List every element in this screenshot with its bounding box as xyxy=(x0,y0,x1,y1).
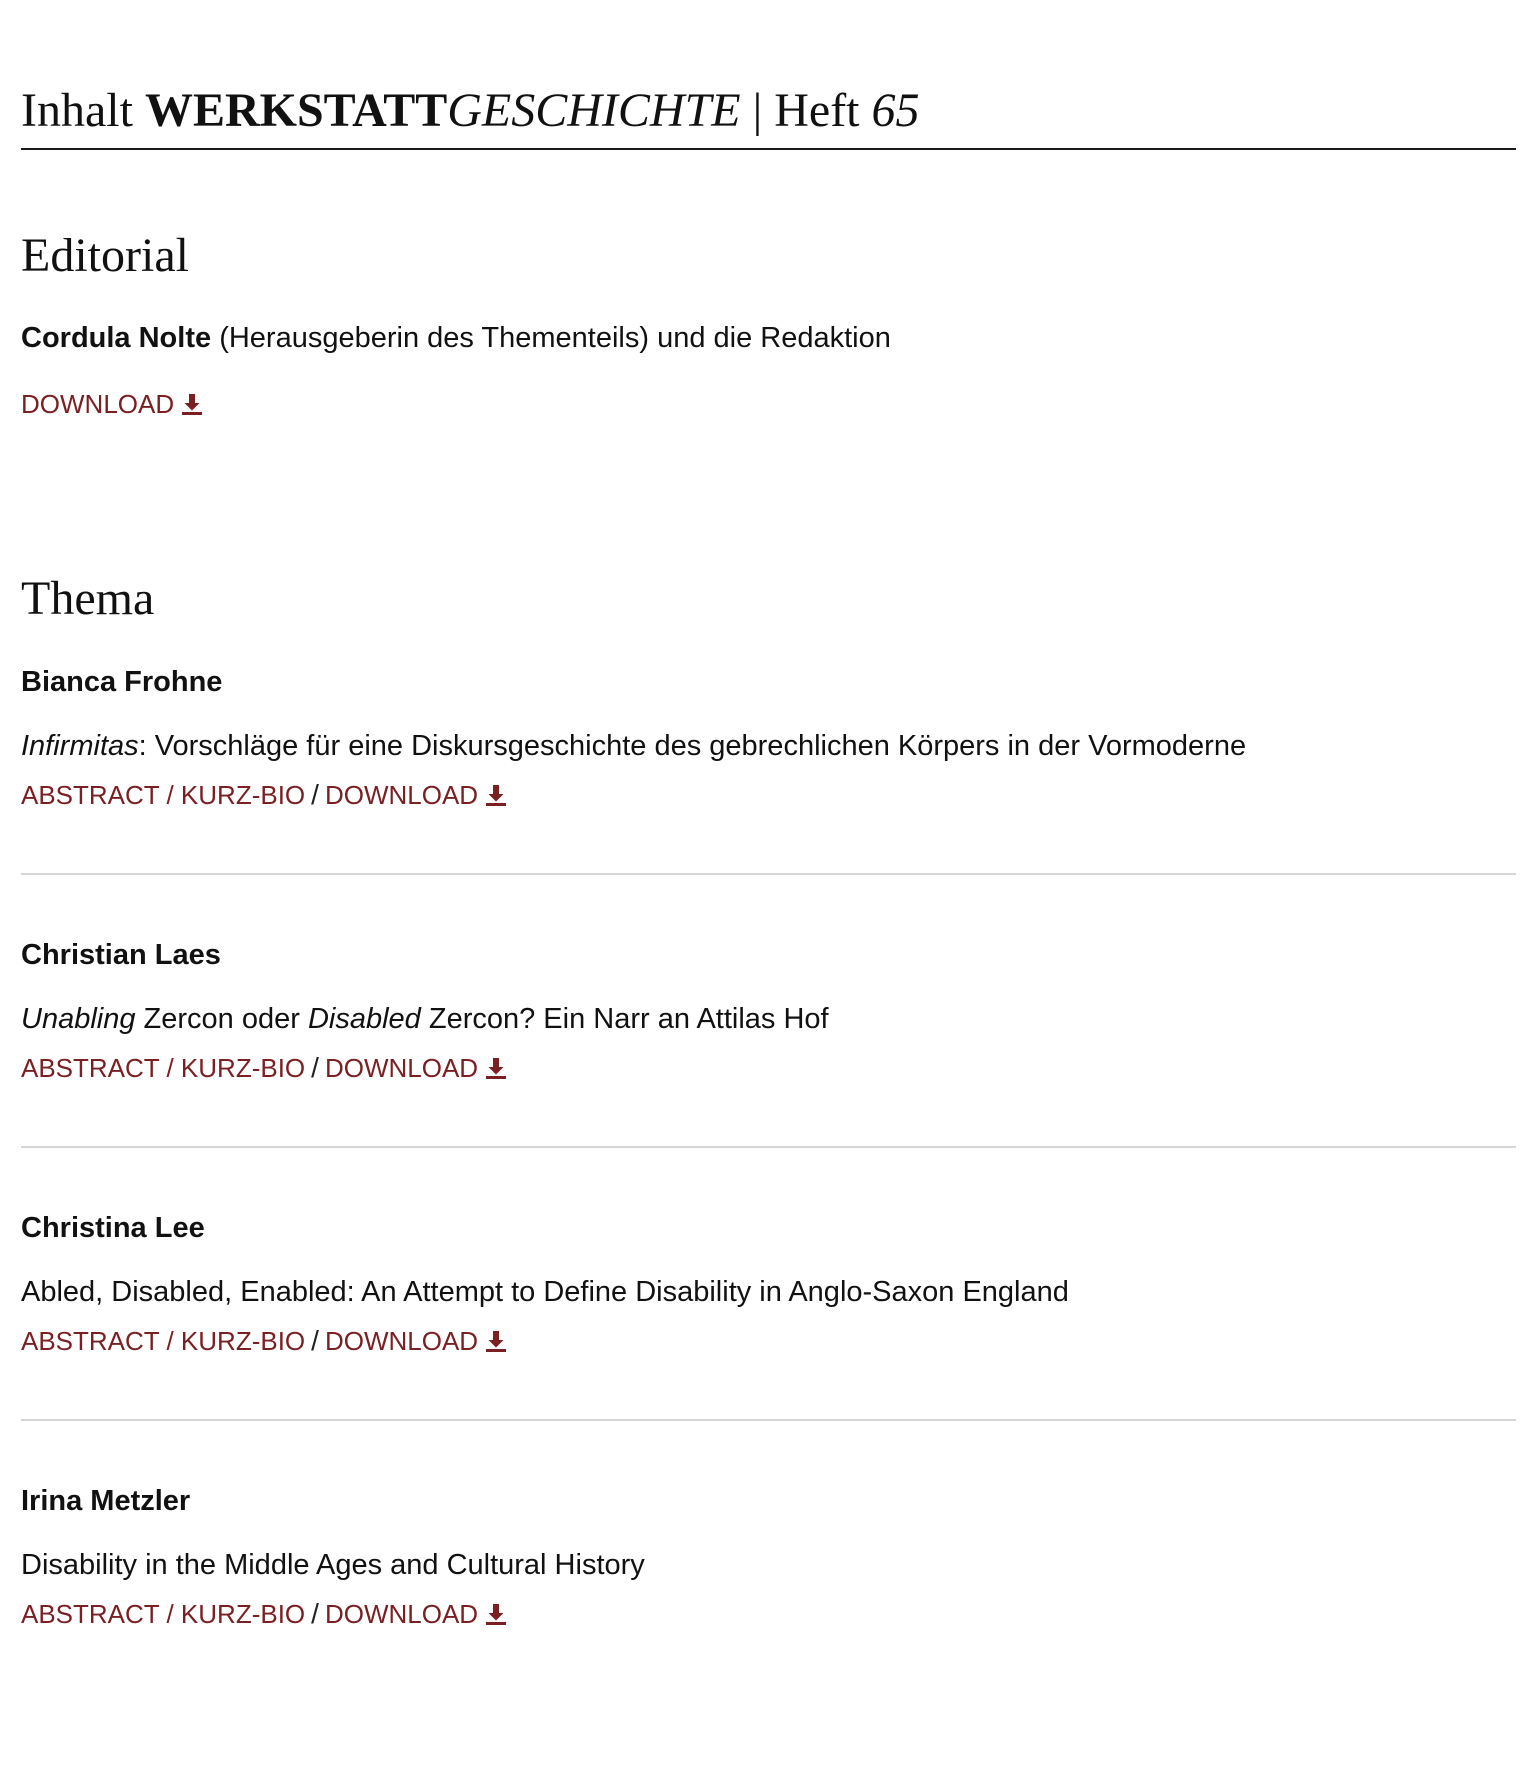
download-label: DOWNLOAD xyxy=(324,780,479,810)
download-label: DOWNLOAD xyxy=(21,389,175,419)
download-link[interactable] xyxy=(325,780,507,810)
section-heading-editorial: Editorial xyxy=(21,229,189,282)
separator: / xyxy=(311,779,319,810)
link-separator: / xyxy=(166,1599,174,1629)
download-icon xyxy=(485,1056,507,1080)
article-links xyxy=(21,1050,507,1086)
download-link[interactable] xyxy=(325,1326,507,1356)
article-links xyxy=(21,1596,507,1632)
kurz-bio-link[interactable]: KURZ-BIO xyxy=(180,1053,306,1083)
download-icon xyxy=(181,392,203,416)
article-title-italic: Unabling xyxy=(21,1003,136,1035)
abstract-link[interactable]: ABSTRACT xyxy=(21,1053,160,1083)
separator: / xyxy=(311,1325,319,1356)
editorial-author-note: (Herausgeberin des Thementeils) und die Redaktion xyxy=(219,322,891,354)
abstract-link[interactable]: ABSTRACT xyxy=(21,1599,160,1629)
abstract-link[interactable]: ABSTRACT xyxy=(21,780,160,810)
article-author: Irina Metzler xyxy=(21,1485,191,1517)
divider xyxy=(21,1419,1516,1421)
download-label: DOWNLOAD xyxy=(324,1599,479,1629)
download-icon xyxy=(485,1329,507,1353)
editorial-author: Cordula Nolte xyxy=(21,322,212,354)
brand-italic: GESCHICHTE xyxy=(447,84,741,137)
page-title xyxy=(21,78,1516,150)
abstract-link[interactable]: ABSTRACT xyxy=(21,1326,160,1356)
article-title-italic: Infirmitas xyxy=(21,730,139,762)
download-link[interactable] xyxy=(325,1053,507,1083)
article-author: Christian Laes xyxy=(21,939,221,971)
section-heading-thema: Thema xyxy=(21,572,155,625)
download-icon xyxy=(485,1602,507,1626)
article-author: Bianca Frohne xyxy=(21,666,223,698)
download-label: DOWNLOAD xyxy=(324,1326,479,1356)
editorial-author-line xyxy=(21,318,891,358)
download-link[interactable] xyxy=(325,1599,507,1629)
article-title: Disability in the Middle Ages and Cultural History xyxy=(21,1549,645,1581)
issue-label: Heft xyxy=(774,84,860,137)
download-label: DOWNLOAD xyxy=(324,1053,479,1083)
article-title-text: Zercon? Ein Narr an Attilas Hof xyxy=(420,1003,829,1035)
article-title-text: : Vorschläge für eine Diskursgeschichte des gebrechlichen Körpers in der Vormoderne xyxy=(138,730,1247,762)
kurz-bio-link[interactable]: KURZ-BIO xyxy=(180,1326,306,1356)
article-title-italic: Disabled xyxy=(307,1003,421,1035)
title-prefix: Inhalt xyxy=(21,84,133,137)
link-separator: / xyxy=(166,780,174,810)
article-author: Christina Lee xyxy=(21,1212,205,1244)
brand-bold: WERKSTATT xyxy=(144,84,448,137)
link-separator: / xyxy=(166,1053,174,1083)
divider xyxy=(21,1146,1516,1148)
issue-number: 65 xyxy=(871,84,920,137)
article-title xyxy=(21,726,1246,766)
article-links xyxy=(21,777,507,813)
editorial-download-link[interactable] xyxy=(21,389,203,419)
editorial-links xyxy=(21,386,203,422)
kurz-bio-link[interactable]: KURZ-BIO xyxy=(180,1599,306,1629)
article-title-text: Zercon oder xyxy=(135,1003,308,1035)
title-divider: | xyxy=(752,84,763,137)
link-separator: / xyxy=(166,1326,174,1356)
article-links xyxy=(21,1323,507,1359)
separator: / xyxy=(311,1052,319,1083)
divider xyxy=(21,873,1516,875)
article-title xyxy=(21,999,829,1039)
separator: / xyxy=(311,1598,319,1629)
article-title: Abled, Disabled, Enabled: An Attempt to Define Disability in Anglo-Saxon England xyxy=(21,1276,1069,1308)
download-icon xyxy=(485,783,507,807)
kurz-bio-link[interactable]: KURZ-BIO xyxy=(180,780,306,810)
